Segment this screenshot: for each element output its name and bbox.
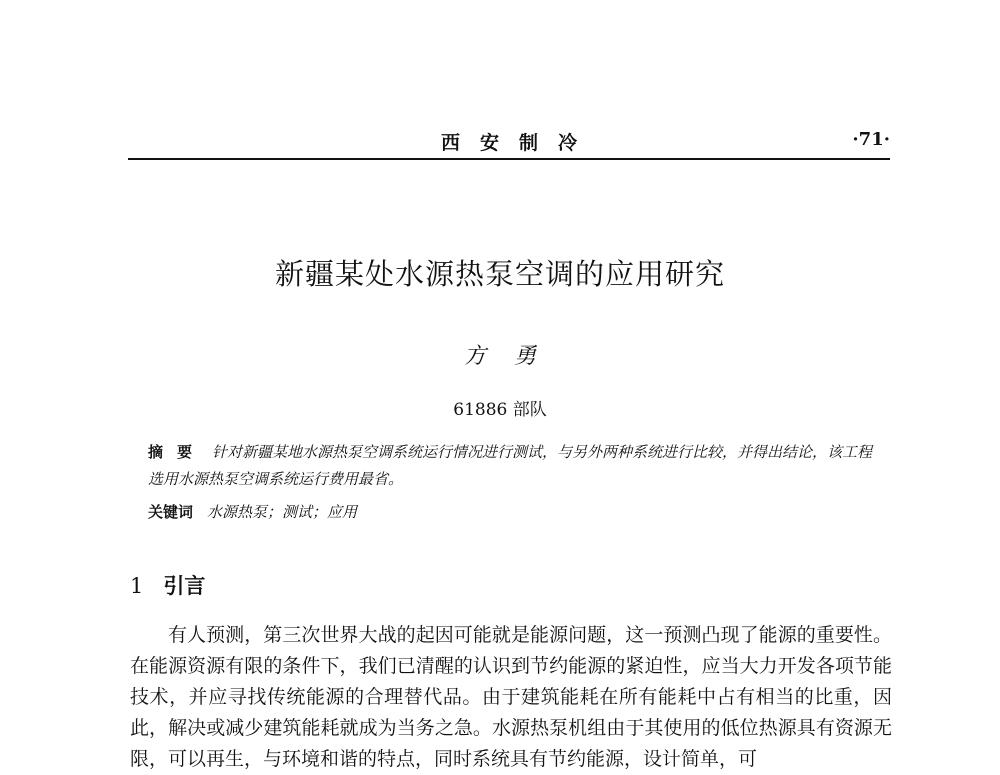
- section-heading: [130, 570, 205, 600]
- keywords: [148, 499, 878, 525]
- body-paragraph: 有人预测，第三次世界大战的起因可能就是能源问题，这一预测凸现了能源的重要性。在能源资源有限的条件下，我们已清醒的认识到节约能源的紧迫性，应当大力开发各项节能技术，并应寻找传统能源的合理替代品。由于建筑能耗在所有能耗中占有相当的比重，因此，解决或减少建筑能耗就成为当务之急。水源热泵机组由于其使用的低位热源具有资源无限，可以再生，与环境和谐的特点，同时系统具有节约能源，设计简单，可: [130, 624, 892, 770]
- header-rule: [128, 158, 890, 160]
- keywords-text: 水源热泵；测试；应用: [207, 503, 358, 521]
- journal-name: 西安制冷: [440, 132, 597, 154]
- page-number: ·71·: [852, 129, 890, 150]
- keywords-label: 关键词: [148, 503, 194, 521]
- section-number: 1: [130, 574, 144, 598]
- abstract-text: 针对新疆某地水源热泵空调系统运行情况进行测试，与另外两种系统进行比较，并得出结论，该工程选用水源热泵空调系统运行费用最省。: [148, 443, 873, 488]
- article-title: 新疆某处水源热泵空调的应用研究: [274, 257, 725, 291]
- author-affiliation: 61886 部队: [453, 400, 547, 420]
- abstract-label: 摘要: [148, 443, 207, 461]
- section-title: 引言: [163, 574, 206, 598]
- abstract: [148, 439, 878, 493]
- running-head: [128, 128, 890, 158]
- author-name: 方勇: [463, 344, 564, 369]
